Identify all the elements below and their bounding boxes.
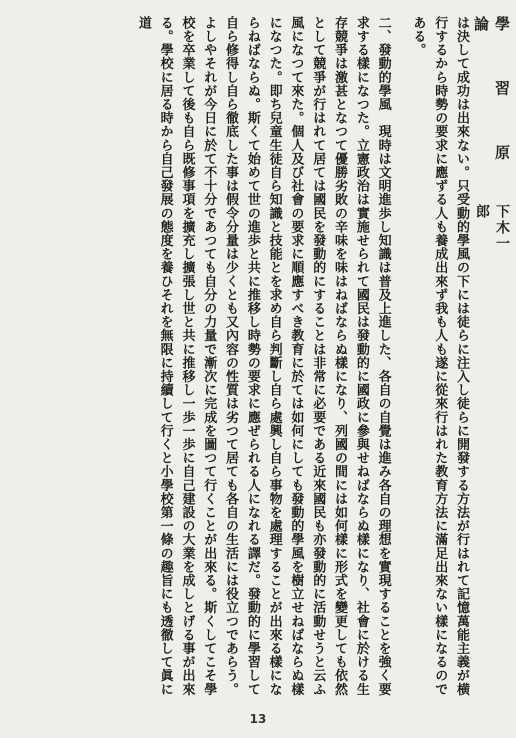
book-title: 學 習 原 論 xyxy=(472,16,511,182)
running-header xyxy=(472,16,511,256)
paragraph-2: 二、發動的學風 現時は文明進歩し知識は普及上進した、各自の自覺は進み各自の理想を實現することを強く要求する樣になつた。立憲政治は實施せられて國民は發動的に國政に參與せねばならぬ樣になり、社會に於ける生存競爭は激甚となつて優勝劣敗の辛味を味はねばならぬ樣になり、列國の間には如何樣に形式を變更しても依然として競爭が行はれて居ては國民を發動的にすることは非常に必要である近來國民も亦發動的に活動せうと云ふ風になつて來た。個人及び社會の要求に順應すべき教育に於ては如何にしても發動的學風を樹立せねばならぬ樣になつた。即ち兒童生徒自ら知識と技能とを求め自ら判斷し自ら處興し自ら事物を處理することが出來る樣にならねばならぬ。斯くて始めて世の進歩と共に推移し時勢の要求に應ぜられる人になれる譯だ。發動的に學習して自ら修得し自ら徹底した事は假令分量は少くとも又內容の性質は劣つて居ても各自の生活には役立つであらう。よしやそれが今日に於て不十分であつても自分の力量で漸次に完成を圖つて行くことが出來る。斯くしてこそ學校を卒業して後も自ら既修事項を擴充し擴張し世と共に推移し一歩一歩に自己建設の大業を成しとげる事が出來る。學校に居る時から自己發展の態度を養ひそれを無限に持續して行くと小學校第一條の趣旨にも透徹して眞に道 xyxy=(135,16,391,696)
body-text xyxy=(16,16,472,706)
paragraph-1: は決して成功は出來ない。只受動的學風の下には徒らに注入し徒らに開發する方法が行はれて記憶萬能主義が横行するから時勢の要求に應ずる人も養成出來ず我も人も遂に從來行はれた教育方法に滿足出來ない樣になるのである。 xyxy=(410,16,469,696)
page-number: 13 xyxy=(249,712,267,726)
chapter-label: 下木一郎 xyxy=(474,203,510,252)
